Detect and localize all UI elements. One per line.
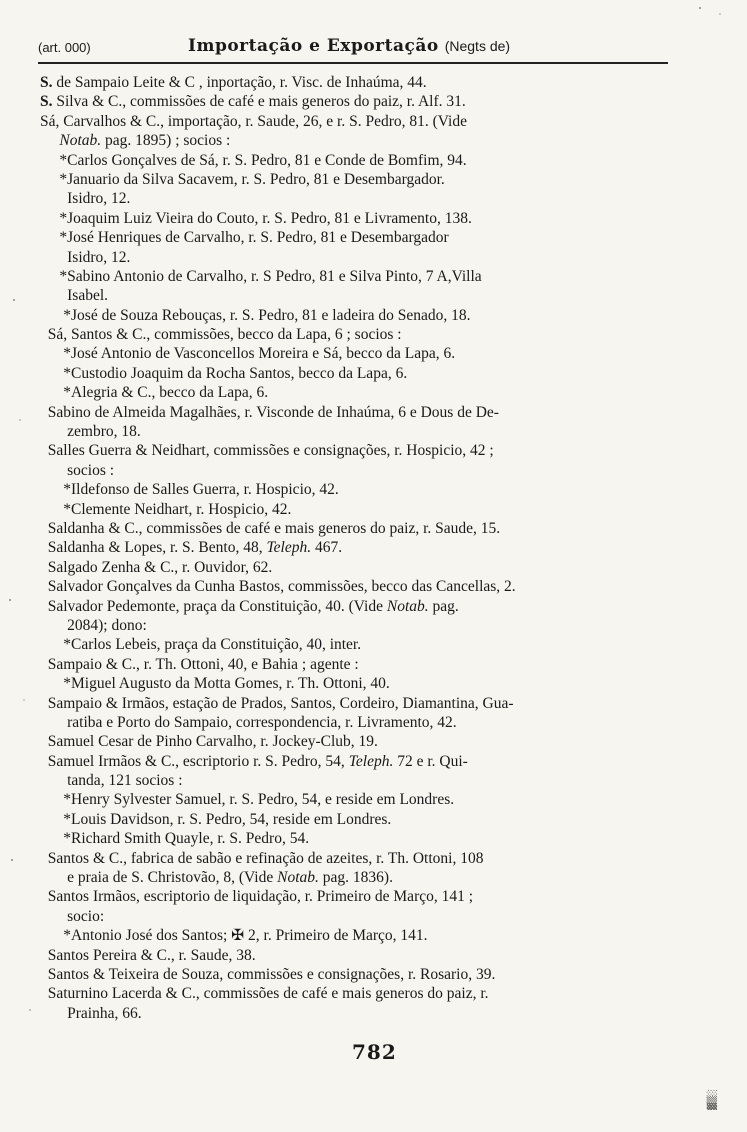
directory-line bbox=[40, 790, 680, 809]
line-text: socios : bbox=[40, 461, 115, 479]
directory-line bbox=[40, 558, 680, 577]
directory-line bbox=[40, 655, 680, 674]
directory-line bbox=[40, 519, 680, 538]
header-title-text: Importação e Exportação bbox=[188, 36, 439, 56]
directory-entries bbox=[40, 73, 680, 1023]
directory-line bbox=[40, 926, 680, 945]
directory-line bbox=[40, 92, 680, 111]
line-text: Teleph. bbox=[348, 752, 394, 770]
directory-line bbox=[40, 189, 680, 208]
line-text: Salgado Zenha & C., r. Ouvidor, 62. bbox=[40, 558, 273, 576]
line-text: *José Antonio de Vasconcellos Moreira e Sá, becco da Lapa, 6. bbox=[40, 345, 456, 363]
directory-line bbox=[40, 248, 680, 267]
directory-line bbox=[40, 810, 680, 829]
line-text: Prainha, 66. bbox=[40, 1004, 142, 1022]
line-text: Saldanha & Lopes, r. S. Bento, 48, bbox=[40, 539, 267, 557]
header-article-ref: (art. 000) bbox=[38, 40, 91, 55]
page-header bbox=[38, 36, 668, 64]
line-text: 467. bbox=[311, 539, 343, 557]
line-text: *Antonio José dos Santos; ✠ 2, r. Primeiro de Março, 141. bbox=[40, 927, 428, 945]
line-text: tanda, 121 socios : bbox=[40, 772, 183, 790]
speck bbox=[23, 699, 24, 700]
library-stamp: ▓▒░ bbox=[708, 1089, 718, 1110]
line-text: 2084); dono: bbox=[40, 616, 147, 634]
line-text: Notab. bbox=[59, 132, 102, 150]
directory-line bbox=[40, 732, 680, 751]
directory-line bbox=[40, 267, 680, 286]
directory-line bbox=[40, 151, 680, 170]
line-text: Santos Pereira & C., r. Saude, 38. bbox=[40, 946, 256, 964]
line-text: Santos & C., fabrica de sabão e refinação de azeites, r. Th. Ottoni, 108 bbox=[40, 849, 484, 867]
directory-line bbox=[40, 577, 680, 596]
line-text: *Alegria & C., becco da Lapa, 6. bbox=[40, 384, 269, 402]
speck bbox=[699, 7, 701, 9]
line-text: *Joaquim Luiz Vieira do Couto, r. S. Pedro, 81 e Livramento, 138. bbox=[40, 209, 472, 227]
line-text: Samuel Cesar de Pinho Carvalho, r. Jockey-Club, 19. bbox=[40, 733, 378, 751]
directory-line bbox=[40, 713, 680, 732]
directory-line bbox=[40, 868, 680, 887]
line-text: Salvador Pedemonte, praça da Constituição, 40. (Vide bbox=[40, 597, 387, 615]
directory-line bbox=[40, 965, 680, 984]
directory-line bbox=[40, 752, 680, 771]
line-text: S. bbox=[40, 74, 53, 91]
line-text: *Miguel Augusto da Motta Gomes, r. Th. Ottoni, 40. bbox=[40, 675, 390, 693]
line-text: Santos Irmãos, escriptorio de liquidação, r. Primeiro de Março, 141 ; bbox=[40, 888, 474, 906]
line-text: *José Henriques de Carvalho, r. S. Pedro, 81 e Desembargador bbox=[40, 229, 449, 247]
line-text: *Louis Davidson, r. S. Pedro, 54, reside em Londres. bbox=[40, 810, 392, 828]
line-text: Salles Guerra & Neidhart, commissões e consignações, r. Hospicio, 42 ; bbox=[40, 442, 494, 460]
line-text: Salvador Gonçalves da Cunha Bastos, commissões, becco das Cancellas, 2. bbox=[40, 578, 516, 596]
line-text: Sampaio & C., r. Th. Ottoni, 40, e Bahia ; agente : bbox=[40, 655, 359, 673]
line-text: Sabino de Almeida Magalhães, r. Visconde de Inhaúma, 6 e Dous de De- bbox=[40, 403, 499, 421]
directory-line bbox=[40, 538, 680, 557]
line-text: *José de Souza Rebouças, r. S. Pedro, 81 e ladeira do Senado, 18. bbox=[40, 306, 471, 324]
directory-line bbox=[40, 1004, 680, 1023]
page-number: 782 bbox=[352, 1040, 397, 1064]
directory-line bbox=[40, 286, 680, 305]
header-title bbox=[188, 36, 510, 56]
line-text: *Custodio Joaquim da Rocha Santos, becco da Lapa, 6. bbox=[40, 364, 408, 382]
line-text bbox=[40, 132, 59, 149]
speck bbox=[13, 299, 15, 301]
directory-line bbox=[40, 829, 680, 848]
directory-line bbox=[40, 131, 680, 150]
line-text: Saturnino Lacerda & C., commissões de café e mais generos do paiz, r. bbox=[40, 985, 489, 1003]
directory-line bbox=[40, 694, 680, 713]
line-text: de Sampaio Leite & C , inportação, r. Visc. de Inhaúma, 44. bbox=[52, 74, 427, 91]
directory-line bbox=[40, 616, 680, 635]
directory-line bbox=[40, 73, 680, 92]
line-text: Sá, Santos & C., commissões, becco da Lapa, 6 ; socios : bbox=[40, 326, 402, 344]
directory-line bbox=[40, 849, 680, 868]
speck bbox=[11, 859, 13, 861]
line-text: pag. 1895) ; socios : bbox=[101, 132, 231, 150]
directory-line bbox=[40, 228, 680, 247]
line-text: 72 e r. Qui- bbox=[393, 752, 468, 770]
line-text: Saldanha & C., commissões de café e mais generos do paiz, r. Saude, 15. bbox=[40, 519, 501, 537]
line-text: S. bbox=[40, 93, 53, 111]
line-text: Silva & C., commissões de café e mais generos do paiz, r. Alf. 31. bbox=[52, 93, 466, 111]
line-text: socio: bbox=[40, 907, 105, 925]
directory-line bbox=[40, 306, 680, 325]
line-text: Isidro, 12. bbox=[40, 190, 131, 208]
line-text: *Januario da Silva Sacavem, r. S. Pedro, 81 e Desembargador. bbox=[40, 170, 445, 188]
line-text: pag. bbox=[428, 597, 459, 615]
directory-line bbox=[40, 209, 680, 228]
directory-line bbox=[40, 674, 680, 693]
line-text: ratiba e Porto do Sampaio, correspondencia, r. Livramento, 42. bbox=[40, 713, 457, 731]
directory-line bbox=[40, 635, 680, 654]
directory-line bbox=[40, 441, 680, 460]
line-text: Teleph. bbox=[266, 539, 312, 557]
line-text: zembro, 18. bbox=[40, 423, 141, 441]
line-text: Sampaio & Irmãos, estação de Prados, Santos, Cordeiro, Diamantina, Gua- bbox=[40, 694, 514, 712]
speck bbox=[29, 1009, 31, 1011]
line-text: Notab. bbox=[277, 869, 319, 887]
directory-line bbox=[40, 112, 680, 131]
line-text: *Clemente Neidhart, r. Hospicio, 42. bbox=[40, 500, 292, 518]
directory-line bbox=[40, 984, 680, 1003]
directory-line bbox=[40, 422, 680, 441]
line-text: *Sabino Antonio de Carvalho, r. S Pedro, 81 e Silva Pinto, 7 A,Villa bbox=[40, 267, 482, 285]
directory-line bbox=[40, 597, 680, 616]
line-text: Notab. bbox=[386, 597, 429, 615]
directory-line bbox=[40, 364, 680, 383]
speck bbox=[719, 13, 721, 15]
line-text: Isidro, 12. bbox=[40, 248, 131, 266]
directory-line bbox=[40, 946, 680, 965]
directory-line bbox=[40, 403, 680, 422]
line-text: Santos & Teixeira de Souza, commissões e consignações, r. Rosario, 39. bbox=[40, 965, 496, 983]
line-text: *Carlos Lebeis, praça da Constituição, 40, inter. bbox=[40, 636, 362, 654]
directory-line bbox=[40, 907, 680, 926]
speck bbox=[19, 419, 21, 421]
line-text: Isabel. bbox=[40, 287, 109, 305]
directory-line bbox=[40, 887, 680, 906]
line-text: *Ildefonso de Salles Guerra, r. Hospicio, 42. bbox=[40, 481, 339, 499]
line-text: *Carlos Gonçalves de Sá, r. S. Pedro, 81 e Conde de Bomfim, 94. bbox=[40, 151, 467, 169]
header-continuation: (Negts de) bbox=[444, 38, 511, 54]
directory-line bbox=[40, 344, 680, 363]
line-text: *Richard Smith Quayle, r. S. Pedro, 54. bbox=[40, 830, 310, 848]
line-text: e praia de S. Christovão, 8, (Vide bbox=[40, 869, 278, 887]
directory-line bbox=[40, 771, 680, 790]
speck bbox=[9, 599, 11, 601]
line-text: Samuel Irmãos & C., escriptorio r. S. Pedro, 54, bbox=[40, 752, 349, 770]
directory-line bbox=[40, 500, 680, 519]
directory-line bbox=[40, 480, 680, 499]
directory-line bbox=[40, 170, 680, 189]
directory-line bbox=[40, 461, 680, 480]
line-text: *Henry Sylvester Samuel, r. S. Pedro, 54, e reside em Londres. bbox=[40, 791, 455, 809]
directory-line bbox=[40, 325, 680, 344]
line-text: Sá, Carvalhos & C., importação, r. Saude, 26, e r. S. Pedro, 81. (Vide bbox=[40, 112, 467, 130]
line-text: pag. 1836). bbox=[318, 869, 393, 887]
directory-line bbox=[40, 383, 680, 402]
